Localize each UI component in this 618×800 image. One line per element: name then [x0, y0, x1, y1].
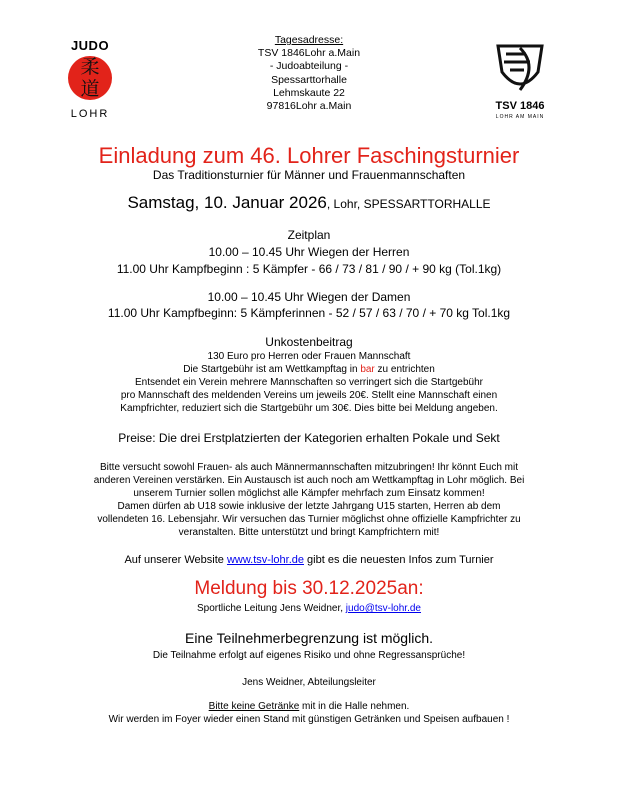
address-heading: Tagesadresse:	[274, 34, 344, 46]
costs-line: 130 Euro pro Herren oder Frauen Mannschaft	[207, 351, 411, 362]
kanji-judo: 柔 道	[80, 56, 100, 100]
event-date-location: , Lohr, SPESSARTTORHALLE	[326, 197, 491, 211]
registration-heading: Meldung bis 30.12.2025an:	[194, 578, 424, 599]
schedule-men-fight: 11.00 Uhr Kampfbeginn : 5 Kämpfer - 66 / 73 / 81 / 90 / + 90 kg (Tol.1kg)	[116, 262, 502, 276]
event-date-main: Samstag, 10. Januar 2026	[127, 193, 327, 212]
schedule-women-weigh: 10.00 – 10.45 Uhr Wiegen der Damen	[207, 290, 411, 304]
costs-line: Kampfrichter, reduziert sich die Startgebühr um 30€. Dies bitte bei Meldung angeben.	[120, 403, 498, 414]
costs-heading: Unkostenbeitrag	[265, 335, 353, 349]
tsv-logo-name: TSV 1846	[495, 100, 545, 112]
venue-address	[209, 34, 409, 113]
tsv-shield-icon	[480, 40, 560, 98]
costs-line: Entsendet ein Verein mehrere Mannschaften so verringert sich die Startgebühr	[135, 377, 483, 388]
drinks-notice: Bitte keine Getränke mit in die Halle nehmen.	[208, 701, 410, 712]
address-line: TSV 1846Lohr a.Main	[257, 47, 361, 60]
page-title: Einladung zum 46. Lohrer Faschingsturnier	[98, 143, 520, 168]
event-date	[0, 193, 618, 213]
costs-cash-line: Die Startgebühr ist am Wettkampftag in bar zu entrichten	[183, 364, 435, 375]
appeal-line: unserem Turnier sollen möglichst alle Kämpfer mehrfach zum Einsatz kommen!	[133, 488, 485, 499]
appeal-line: anderen Vereinen verstärken. Ein Austausch ist auch noch am Wettkampftag in Lohr möglich. Bei	[93, 475, 525, 486]
judo-lohr-logo	[58, 38, 122, 122]
tsv-1846-logo	[480, 40, 560, 130]
schedule-women-fight: 11.00 Uhr Kampfbeginn: 5 Kämpferinnen - 52 / 57 / 63 / 70 / + 70 kg Tol.1kg	[107, 306, 511, 320]
prizes-line: Preise: Die drei Erstplatzierten der Kategorien erhalten Pokale und Sekt	[118, 431, 500, 445]
address-line: - Judoabteilung -	[269, 60, 349, 73]
website-link[interactable]: www.tsv-lohr.de	[226, 554, 304, 566]
appeal-line: Bitte versucht sowohl Frauen- als auch Männermannschaften mitzubringen! Ihr könnt Euch mit	[100, 462, 518, 473]
appeal-line: veranstalten. Bitte unterstützt und bringt Kampfrichtern mit!	[178, 527, 440, 538]
contact-email-link[interactable]: judo@tsv-lohr.de	[345, 603, 421, 614]
logo-judo-text: JUDO	[70, 38, 110, 53]
tsv-logo-subline: LOHR AM MAIN	[495, 114, 545, 120]
address-line: 97816Lohr a.Main	[266, 100, 352, 113]
page-subtitle: Das Traditionsturnier für Männer und Frauenmannschaften	[152, 168, 466, 182]
costs-line: pro Mannschaft des meldenden Vereins um jeweils 20€. Stellt eine Mannschaft einen	[120, 390, 498, 401]
signature: Jens Weidner, Abteilungsleiter	[242, 677, 376, 688]
registration-contact: Sportliche Leitung Jens Weidner, judo@tsv-lohr.de	[197, 603, 421, 614]
address-line: Lehmskaute 22	[273, 86, 345, 99]
appeal-line: vollendeten 16. Lebensjahr. Wir versuchen das Turnier möglichst ohne offizielle Kampfrichter zu	[97, 514, 521, 525]
website-line: Auf unserer Website www.tsv-lohr.de gibt es die neuesten Infos zum Turnier	[124, 554, 494, 566]
participant-limit: Eine Teilnehmerbegrenzung ist möglich.	[185, 630, 433, 646]
schedule-men-weigh: 10.00 – 10.45 Uhr Wiegen der Herren	[208, 245, 410, 259]
address-line: Spessarttorhalle	[271, 73, 347, 86]
schedule-heading: Zeitplan	[287, 228, 331, 242]
cash-highlight: bar	[360, 364, 375, 375]
logo-lohr-text: LOHR	[70, 108, 110, 120]
foyer-notice: Wir werden im Foyer wieder einen Stand mit günstigen Getränken und Speisen aufbauen !	[108, 714, 510, 725]
risk-disclaimer: Die Teilnahme erfolgt auf eigenes Risiko und ohne Regressansprüche!	[152, 650, 466, 661]
appeal-line: Damen dürfen ab U18 sowie inklusive der letzte Jahrgang U15 starten, Herren ab dem	[117, 501, 501, 512]
